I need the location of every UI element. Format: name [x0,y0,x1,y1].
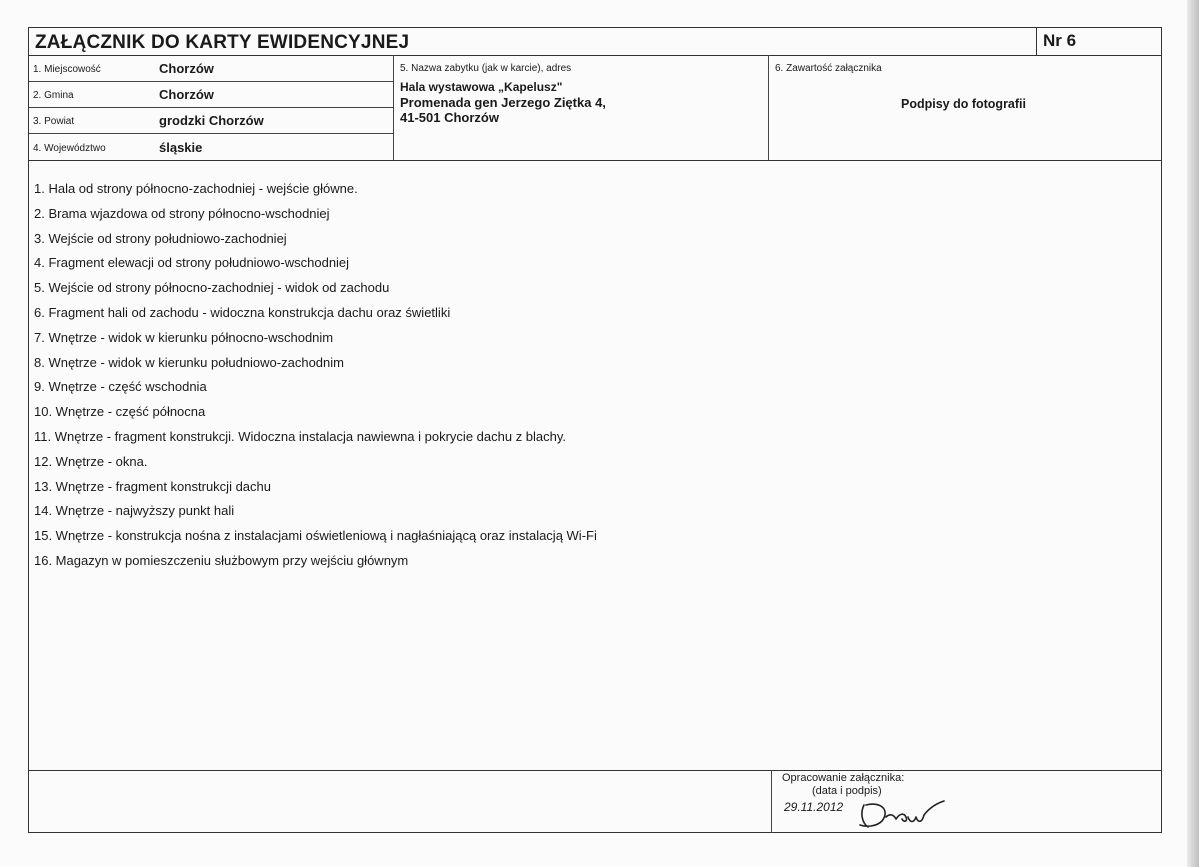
content-field [769,55,1161,160]
caption-item: 16. Magazyn w pomieszczeniu służbowym przy wejściu głównym [34,552,409,568]
handwritten-signature [856,793,946,833]
prepared-by-label: Opracowanie załącznika: [782,772,905,784]
caption-item: 9. Wnętrze - część wschodnia [34,379,207,395]
caption-item: 2. Brama wjazdowa od strony północno-wschodniej [34,205,330,221]
attachment-number: Nr 6 [1043,31,1077,50]
date-signature-label: (data i podpis) [812,785,882,797]
caption-item: 10. Wnętrze - część północna [34,404,206,420]
caption-item: 7. Wnętrze - widok w kierunku północno-wschodnim [34,329,334,345]
monument-label: 5. Nazwa zabytku (jak w karcie), adres [400,63,572,74]
footer-section [29,770,1161,833]
field-county [29,107,393,134]
monument-name: Hala wystawowa „Kapelusz" [400,80,563,94]
signature-cell [771,771,1162,833]
content-value: Podpisy do fotografii [901,97,1026,111]
title-row [29,28,1161,56]
caption-item: 11. Wnętrze - fragment konstrukcji. Widoczna instalacja nawiewna i pokrycie dachu z blachy. [34,428,567,444]
prepared-date: 29.11.2012 [784,800,844,814]
field-label: 1. Miejscowość [33,64,101,75]
field-locality [29,55,393,82]
field-value: Chorzów [159,87,214,102]
info-section [29,55,1161,161]
field-value: Chorzów [159,61,214,76]
caption-item: 14. Wnętrze - najwyższy punkt hali [34,503,235,519]
monument-city: 41-501 Chorzów [400,110,499,125]
caption-item: 12. Wnętrze - okna. [34,453,148,469]
caption-item: 15. Wnętrze - konstrukcja nośna z instalacjami oświetleniową i nagłaśniającą oraz instalacją Wi-Fi [34,528,597,544]
monument-value [400,80,606,125]
monument-street: Promenada gen Jerzego Ziętka 4, [400,95,606,110]
caption-item: 3. Wejście od strony południowo-zachodniej [34,230,287,246]
caption-item: 1. Hala od strony północno-zachodniej - wejście główne. [34,181,358,196]
caption-item: 5. Wejście od strony północno-zachodniej - widok od zachodu [34,280,390,296]
caption-item: 6. Fragment hali od zachodu - widoczna konstrukcja dachu oraz świetliki [34,304,451,320]
field-value: grodzki Chorzów [159,113,264,128]
caption-item: 8. Wnętrze - widok w kierunku południowo-zachodnim [34,354,344,370]
content-label: 6. Zawartość załącznika [775,63,882,74]
caption-list [34,180,597,577]
caption-item: 13. Wnętrze - fragment konstrukcji dachu [34,478,271,494]
attachment-form [28,27,1162,833]
number-cell [1036,28,1162,55]
monument-field [393,55,769,160]
field-commune [29,81,393,108]
field-label: 3. Powiat [33,116,75,127]
field-label: 2. Gmina [33,90,74,101]
field-voivodeship [29,134,393,160]
page-title: ZAŁĄCZNIK DO KARTY EWIDENCYJNEJ [35,32,410,53]
field-label: 4. Województwo [33,143,106,154]
caption-item: 4. Fragment elewacji od strony południowo-wschodniej [34,255,350,271]
location-fields [29,55,393,160]
field-value: śląskie [159,140,203,155]
